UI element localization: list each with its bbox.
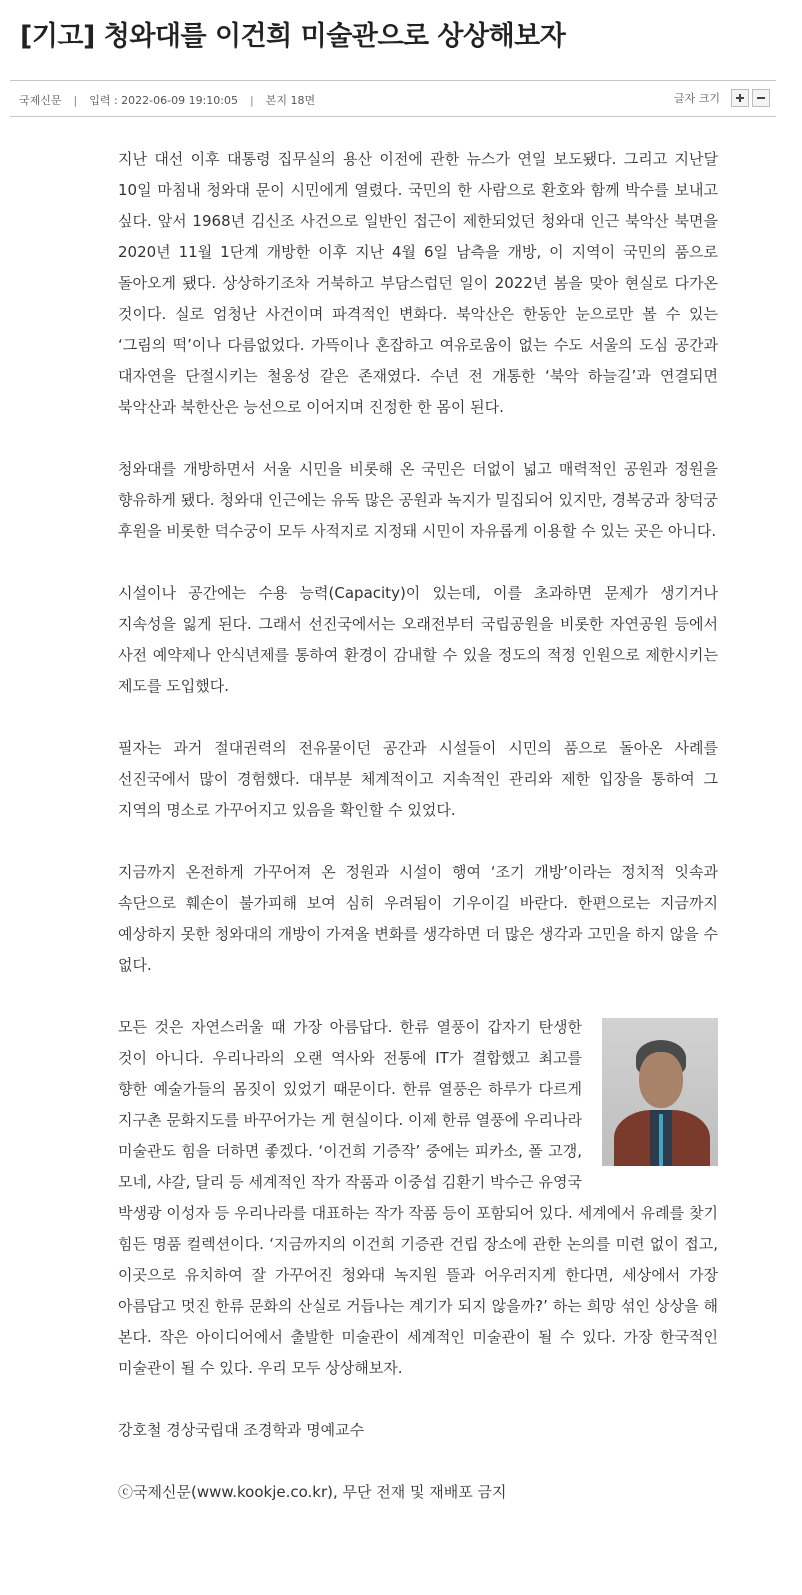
font-size-control: [674, 89, 770, 107]
author-byline: 강호철 경상국립대 조경학과 명예교수: [118, 1421, 365, 1439]
author-photo: [602, 1018, 718, 1166]
meta-separator: |: [73, 94, 78, 107]
article-paragraph: 필자는 과거 절대권력의 전유물이던 공간과 시설들이 시민의 품으로 돌아온 사례를 선진국에서 많이 경험했다. 대부분 체계적이고 지속적인 관리와 제한 입장을 통하여 그 지역의 명소로 가꾸어지고 있음을 확인할 수 있었다.: [118, 739, 718, 819]
font-decrease-button[interactable]: [752, 89, 770, 107]
meta-separator: |: [250, 94, 254, 107]
input-date: 입력 : 2022-06-09 19:10:05: [89, 94, 239, 107]
article-meta: [19, 92, 315, 108]
article-paragraph: 지난 대선 이후 대통령 집무실의 용산 이전에 관한 뉴스가 연일 보도됐다. 그리고 지난달 10일 마침내 청와대 문이 시민에게 열렸다. 국민의 한 사람으로 환호와 함께 박수를 보내고 싶다. 앞서 1968년 김신조 사건으로 일반인 접근이 제한되었던 청와대 인근 북악산 북면을 2020년 11월 1단계 개방한 이후 지난 4월 6일 남측을 개방, 이 지역이 국민의 품으로 돌아오게 됐다. 상상하기조차 거북하고 부담스럽던 일이 2022년 봄을 맞아 현실로 다가온 것이다. 실로 엄청난 사건이며 파격적인 변화다. 북악산은 한동안 눈으로만 볼 수 있는 ‘그림의 떡’이나 다름없었다. 가뜩이나 혼잡하고 여유로움이 없는 수도 서울의 도심 공간과 대자연을 단절시키는 철옹성 같은 존재였다. 수년 전 개통한 ‘북악 하늘길’과 연결되면 북악산과 북한산은 능선으로 이어지며 진정한 한 몸이 된다.: [118, 150, 718, 416]
article-paragraph: 시설이나 공간에는 수용 능력(Capacity)이 있는데, 이를 초과하면 문제가 생기거나 지속성을 잃게 된다. 그래서 선진국에서는 오래전부터 국립공원을 비롯한 자연공원 등에서 사전 예약제나 안식년제를 통하여 환경이 감내할 수 있을 정도의 적정 인원으로 제한시키는 제도를 도입했다.: [118, 584, 718, 695]
page-number: 본지 18면: [265, 94, 316, 107]
article-paragraph: 모든 것은 자연스러울 때 가장 아름답다. 한류 열풍이 갑자기 탄생한 것이 아니다. 우리나라의 오랜 역사와 전통에 IT가 결합했고 최고를 향한 예술가들의 몸짓이 있었기 때문이다. 한류 열풍은 하루가 다르게 지구촌 문화지도를 바꾸어가는 게 현실이다. 이제 한류 열풍에 우리나라 미술관도 힘을 더하면 좋겠다. ‘이건희 기증작’ 중에는 피카소, 폴 고갱, 모네, 샤갈, 달리 등 세계적인 작가 작품과 이중섭 김환기 박수근 유영국 박생광 이성자 등 우리나라를 대표하는 작가 작품 등이 포함되어 있다. 세계에서 유례를 찾기 힘든 명품 컬렉션이다. ‘지금까지의 이건희 기증관 건립 장소에 관한 논의를 미련 없이 접고, 이곳으로 유치하여 잘 가꾸어진 청와대 녹지원 뜰과 어우러지게 한다면, 세상에서 가장 아름답고 멋진 한류 문화의 산실로 거듭나는 계기가 되지 않을까?’ 하는 희망 섞인 상상을 해 본다. 작은 아이디어에서 출발한 미술관이 세계적인 미술관이 될 수 있다. 가장 한국적인 미술관이 될 수 있다. 우리 모두 상상해보자.: [118, 1018, 718, 1377]
font-size-label: 글자 크기: [673, 92, 720, 105]
minus-icon: [757, 97, 765, 99]
source-name: 국제신문: [19, 94, 62, 107]
plus-icon-vertical: [739, 94, 741, 102]
article-body: [118, 144, 718, 1539]
article-meta-bar: [10, 80, 776, 117]
font-increase-button[interactable]: [731, 89, 749, 107]
article-title: [기고] 청와대를 이건희 미술관으로 상상해보자: [20, 21, 566, 52]
copyright-notice: ⓒ국제신문(www.kookje.co.kr), 무단 전재 및 재배포 금지: [118, 1483, 507, 1501]
article-paragraph: 청와대를 개방하면서 서울 시민을 비롯해 온 국민은 더없이 넓고 매력적인 공원과 정원을 향유하게 됐다. 청와대 인근에는 유독 많은 공원과 녹지가 밀집되어 있지만, 경복궁과 창덕궁 후원을 비롯한 덕수궁이 모두 사적지로 지정돼 시민이 자유롭게 이용할 수 있는 곳은 아니다.: [118, 460, 718, 540]
article-paragraph: 지금까지 온전하게 가꾸어져 온 정원과 시설이 행여 ‘조기 개방’이라는 정치적 잇속과 속단으로 훼손이 불가피해 보여 심히 우려됨이 기우이길 바란다. 한편으로는 지금까지 예상하지 못한 청와대의 개방이 가져올 변화를 생각하면 더 많은 생각과 고민을 하지 않을 수 없다.: [118, 863, 718, 974]
